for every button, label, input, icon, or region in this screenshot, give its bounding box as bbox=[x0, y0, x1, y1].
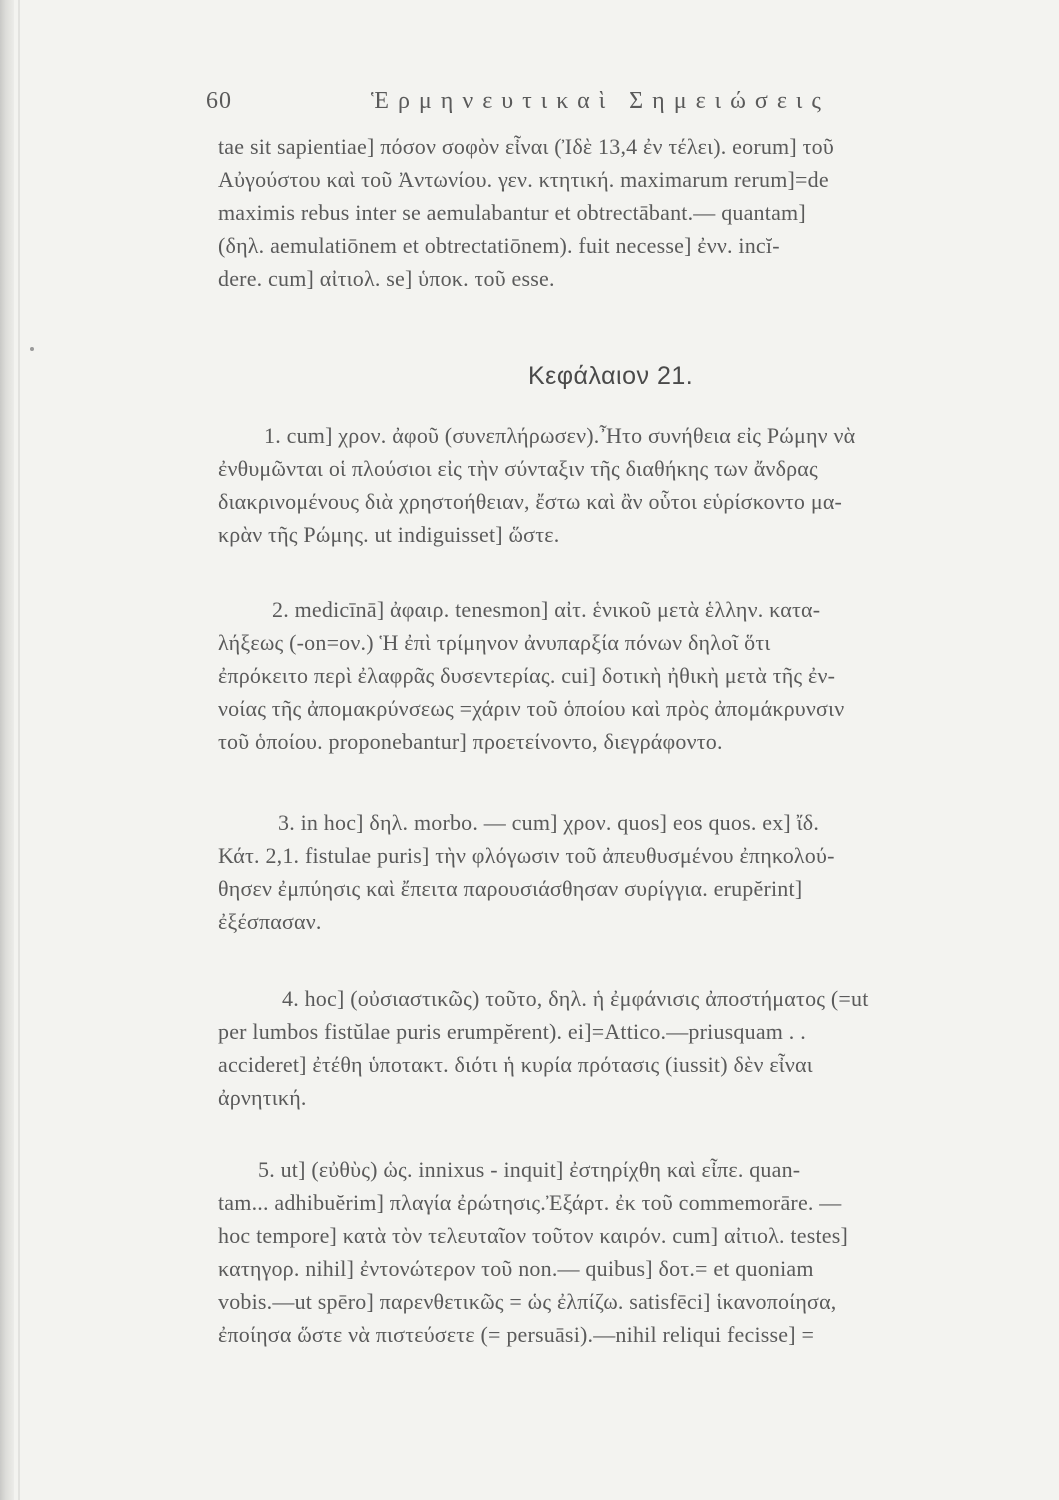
margin-speck bbox=[30, 347, 34, 351]
text-line: dere. cum] αἰτιολ. se] ὑποκ. τοῦ esse. bbox=[218, 266, 555, 291]
text-line: (δηλ. aemulatiōnem et obtrectatiōnem). fuit necesse] ἐνν. incĭ- bbox=[218, 233, 780, 258]
text-line: 5. ut] (εὐθὺς) ὡς. innixus - inquit] ἐστηρίχθη καὶ εἶπε. quan- bbox=[258, 1157, 801, 1182]
text-line: Κάτ. 2,1. fistulae puris] τὴν φλόγωσιν τοῦ ἀπευθυσμένου ἐπηκολού- bbox=[218, 843, 835, 868]
note-paragraph-3 bbox=[218, 806, 1048, 938]
text-line: τοῦ ὁποίου. proponebantur] προετείνοντο, διεγράφοντο. bbox=[218, 729, 723, 754]
text-line: Αὐγούστου καὶ τοῦ Ἀντωνίου. γεν. κτητική. maximarum rerum]=de bbox=[218, 167, 829, 192]
text-line: 2. medicīnā] ἀφαιρ. tenesmon] αἰτ. ἑνικοῦ μετὰ ἑλλην. κατα- bbox=[272, 597, 821, 622]
note-paragraph-5 bbox=[218, 1153, 1048, 1351]
text-line: ἐποίησα ὥστε νὰ πιστεύσετε (= persuāsi).—nihil reliqui fecisse] = bbox=[218, 1322, 815, 1347]
text-line: θησεν ἐμπύησις καὶ ἔπειτα παρουσιάσθησαν συρίγγια. erupĕrint] bbox=[218, 876, 803, 901]
text-line: 3. in hoc] δηλ. morbo. — cum] χρον. quos] eos quos. ex] ἴδ. bbox=[278, 810, 820, 835]
text-line: ἐπρόκειτο περὶ ἐλαφρᾶς δυσεντερίας. cui] δοτικὴ ἠθικὴ μετὰ τῆς ἐν- bbox=[218, 663, 836, 688]
text-line: per lumbos fistŭlae puris erumpĕrent). ei]=Attico.—priusquam . . bbox=[218, 1019, 806, 1044]
text-line: ἐνθυμῶνται οἱ πλούσιοι εἰς τὴν σύνταξιν τῆς διαθήκης των ἄνδρας bbox=[218, 456, 818, 481]
text-line: ἐξέσπασαν. bbox=[218, 909, 322, 934]
text-line: 4. hoc] (οὐσιαστικῶς) τοῦτο, δηλ. ἡ ἐμφάνισις ἀποστήματος (=ut bbox=[282, 986, 869, 1011]
text-line: vobis.—ut spēro] παρενθετικῶς = ὡς ἐλπίζω. satisfēci] ἱκανοποίησα, bbox=[218, 1289, 837, 1314]
scanned-page-edge bbox=[0, 0, 14, 1500]
chapter-title: Κεφάλαιον 21. bbox=[528, 362, 694, 390]
text-line: νοίας τῆς ἀπομακρύνσεως =χάριν τοῦ ὁποίου καὶ πρὸς ἀπομάκρυνσιν bbox=[218, 696, 845, 721]
note-paragraph-2 bbox=[218, 593, 1048, 758]
note-paragraph-4 bbox=[218, 982, 1048, 1114]
text-line: 1. cum] χρον. ἀφοῦ (συνεπλήρωσεν).Ἦτο συνήθεια εἰς Ρώμην νὰ bbox=[264, 423, 856, 448]
text-line: κατηγορ. nihil] ἐντονώτερον τοῦ non.— quibus] δοτ.= et quoniam bbox=[218, 1256, 814, 1281]
text-line: λήξεως (-on=ον.) Ἡ ἐπὶ τρίμηνον ἀνυπαρξία πόνων δηλοῖ ὅτι bbox=[218, 630, 771, 655]
text-line: tam... adhibuĕrim] πλαγία ἐρώτησις.Ἐξάρτ. ἐκ τοῦ commemorāre. — bbox=[218, 1190, 842, 1215]
text-line: hoc tempore] κατὰ τὸν τελευταῖον τοῦτον καιρόν. cum] αἰτιολ. testes] bbox=[218, 1223, 849, 1248]
text-line: accideret] ἐτέθη ὑποτακτ. διότι ἡ κυρία πρότασις (iussit) δὲν εἶναι bbox=[218, 1052, 813, 1077]
text-line: διακρινομένους διὰ χρηστοήθειαν, ἔστω καὶ ἂν οὗτοι εὑρίσκοντο μα- bbox=[218, 489, 843, 514]
text-line: maximis rebus inter se aemulabantur et obtrectābant.— quantam] bbox=[218, 200, 806, 225]
note-paragraph-1 bbox=[218, 419, 1048, 551]
running-head: Ἑρμηνευτικαὶ Σημειώσεις bbox=[371, 88, 830, 114]
intro-paragraph bbox=[218, 130, 1048, 295]
text-line: κρὰν τῆς Ρώμης. ut indiguisset] ὥστε. bbox=[218, 522, 560, 547]
text-line: tae sit sapientiae] πόσον σοφὸν εἶναι (Ἰδὲ 13,4 ἐν τέλει). eorum] τοῦ bbox=[218, 134, 834, 159]
page-header bbox=[206, 88, 906, 118]
text-line: ἀρνητική. bbox=[218, 1085, 307, 1110]
page-edge-shadow bbox=[18, 0, 20, 1500]
page-number: 60 bbox=[206, 88, 232, 114]
